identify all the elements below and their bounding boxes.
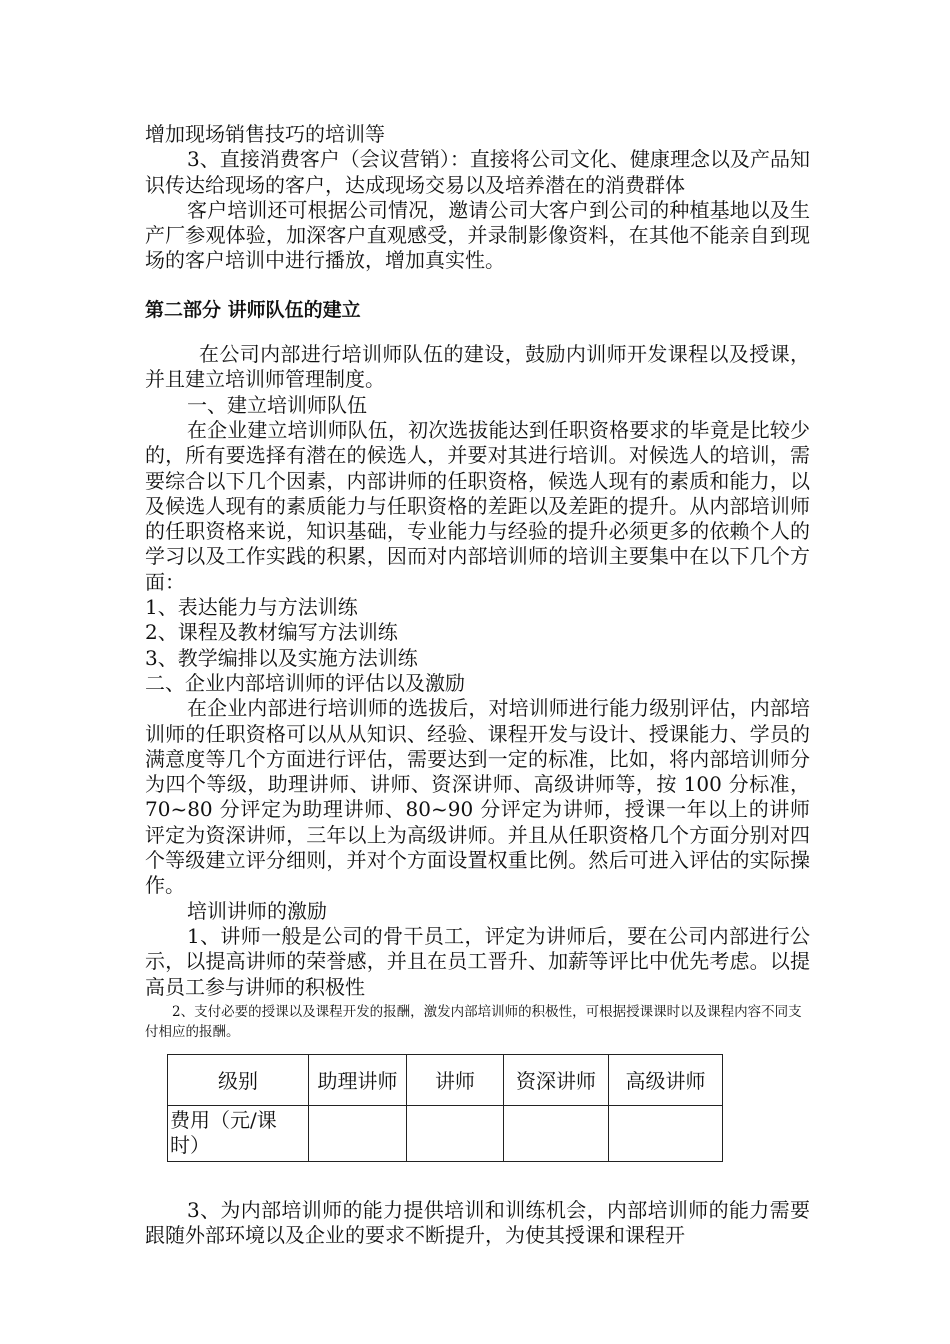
table-header-cell: 高级讲师 bbox=[609, 1054, 723, 1105]
paragraph: 3、为内部培训师的能力提供培训和训练机会，内部培训师的能力需要跟随外部环境以及企业的要求不断提升，为使其授课和课程开 bbox=[145, 1197, 810, 1248]
paragraph: 1、讲师一般是公司的骨干员工，评定为讲师后，要在公司内部进行公示，以提高讲师的荣誉感，并且在员工晋升、加薪等评比中优先考虑。以提高员工参与讲师的积极性 bbox=[145, 923, 810, 999]
list-item: 1、表达能力与方法训练 bbox=[145, 595, 358, 620]
paragraph: 在企业建立培训师队伍，初次选拔能达到任职资格要求的毕竟是比较少的，所有要选择有潜在的候选人，并要对其进行培训。对候选人的培训，需要综合以下几个因素，内部讲师的任职资格，候选人现有的素质和能力，以及候选人现有的素质能力与任职资格的差距以及差距的提升。从内部培训师的任职资格来说，知识基础，专业能力与经验的提升必须更多的依赖个人的学习以及工作实践的积累，因而对内部培训师的培训主要集中在以下几个方面： bbox=[145, 417, 810, 594]
table-row-label: 费用（元/课时） bbox=[168, 1105, 309, 1161]
table-header-cell: 讲师 bbox=[407, 1054, 504, 1105]
table-cell bbox=[309, 1105, 407, 1161]
table-header-cell: 助理讲师 bbox=[309, 1054, 407, 1105]
incentive-title: 培训讲师的激励 bbox=[187, 898, 327, 923]
table-cell bbox=[504, 1105, 609, 1161]
section-intro: 在公司内部进行培训师队伍的建设，鼓励内训师开发课程以及授课，并且建立培训师管理制度。 bbox=[145, 342, 810, 392]
subsection-title: 一、建立培训师队伍 bbox=[187, 392, 367, 417]
paragraph: 在企业内部进行培训师的选拔后，对培训师进行能力级别评估，内部培训师的任职资格可以从从知识、经验、课程开发与设计、授课能力、学员的满意度等几个方面进行评估，需要达到一定的标准，比如，将内部培训师分为四个等级，助理讲师、讲师、资深讲师、高级讲师等，按 100 分标准，70~80 分评定为助理讲师、80~90 分评定为讲师，授课一年以上的讲师评定为资深讲师，三年以上为高级讲师。并且从任职资格几个方面分别对四个等级建立评分细则，并对个方面设置权重比例。然后可进入评估的实际操作。 bbox=[145, 696, 810, 898]
section-title: 第二部分 讲师队伍的建立 bbox=[145, 298, 361, 321]
table-header-cell: 级别 bbox=[168, 1054, 309, 1105]
table-cell bbox=[407, 1105, 504, 1161]
table-row bbox=[168, 1105, 723, 1161]
list-item: 2、课程及教材编写方法训练 bbox=[145, 620, 398, 645]
list-item: 3、教学编排以及实施方法训练 bbox=[145, 645, 418, 670]
table-header-row bbox=[168, 1054, 723, 1105]
paragraph: 3、直接消费客户（会议营销）：直接将公司文化、健康理念以及产品知识传达给现场的客户，达成现场交易以及培养潜在的消费群体 bbox=[145, 147, 810, 197]
table-cell bbox=[609, 1105, 723, 1161]
spacer bbox=[145, 1162, 810, 1198]
table-header-cell: 资深讲师 bbox=[504, 1054, 609, 1105]
document-body bbox=[145, 122, 810, 1248]
paragraph: 客户培训还可根据公司情况，邀请公司大客户到公司的种植基地以及生产厂参观体验，加深客户直观感受，并录制影像资料，在其他不能亲自到现场的客户培训中进行播放，增加真实性。 bbox=[145, 197, 810, 273]
paragraph-small: 2、支付必要的授课以及课程开发的报酬，激发内部培训师的积极性，可根据授课课时以及课程内容不同支付相应的报酬。 bbox=[145, 1003, 802, 1040]
paragraph: 增加现场销售技巧的培训等 bbox=[145, 122, 385, 146]
subsection-title: 二、企业内部培训师的评估以及激励 bbox=[145, 670, 465, 695]
fee-table bbox=[167, 1054, 723, 1162]
